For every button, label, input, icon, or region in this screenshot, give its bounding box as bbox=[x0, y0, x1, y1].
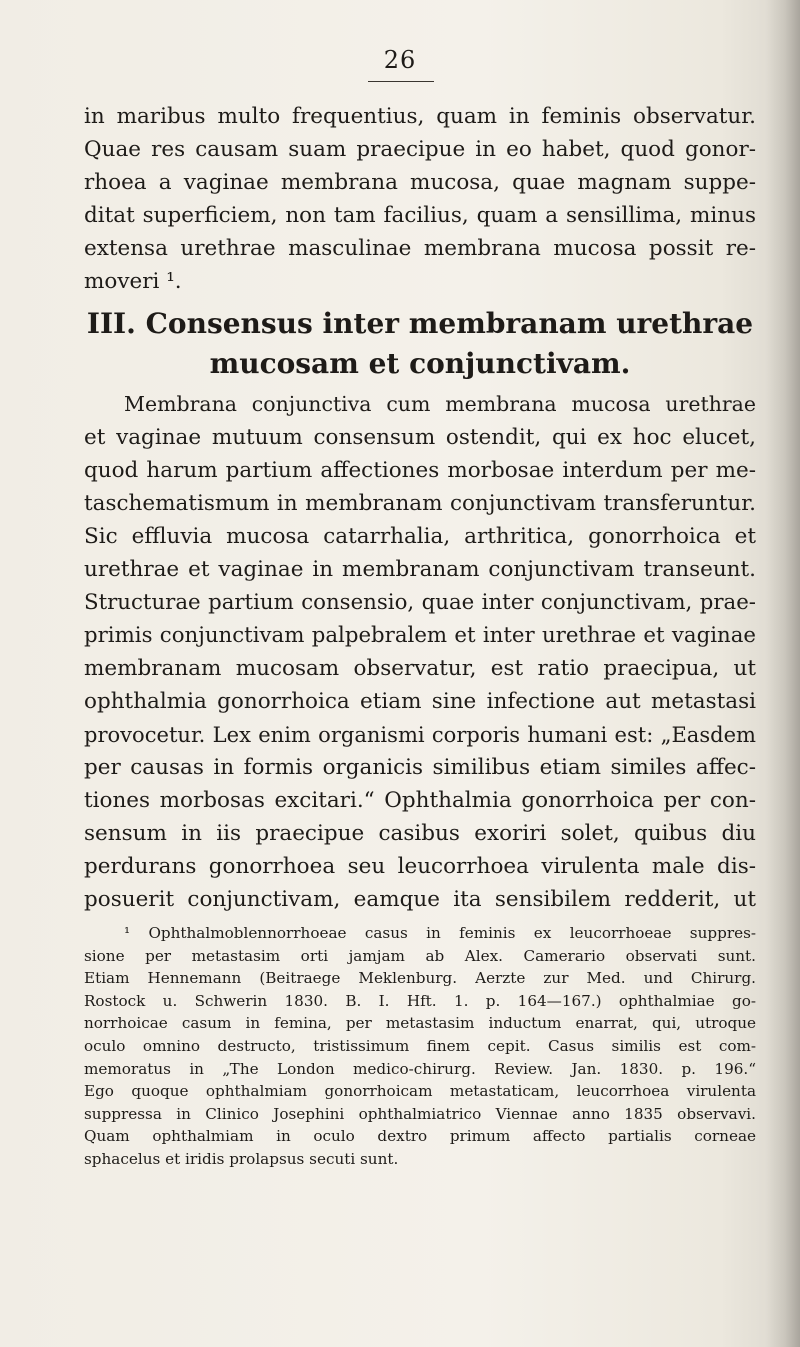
text-line: Membrana conjunctiva cum membrana mucosa urethrae bbox=[124, 392, 756, 416]
text-line: moveri ¹. bbox=[84, 269, 182, 294]
text-line: in maribus multo frequentius, quam in feminis observatur. bbox=[84, 104, 756, 129]
text-line: urethrae et vaginae in membranam conjunctivam transeunt. bbox=[84, 557, 756, 582]
text-line: provocetur. Lex enim organismi corporis humani est: „Easdem bbox=[84, 722, 756, 747]
footnote-line: memoratus in „The London medico-chirurg. Review. Jan. 1830. p. 196.“ bbox=[84, 1059, 756, 1078]
text-line: taschematismum in membranam conjunctivam transferuntur. bbox=[84, 491, 756, 516]
footnote-text bbox=[84, 922, 756, 1171]
footnote-line: ¹ Ophthalmoblennorrhoeae casus in feminis ex leucorrhoeae suppres- bbox=[124, 924, 756, 942]
text-line: Sic effluvia mucosa catarrhalia, arthritica, gonorrhoica et bbox=[84, 524, 756, 549]
text-line: ophthalmia gonorrhoica etiam sine infectione aut metastasi bbox=[84, 689, 756, 714]
footnote-line: Rostock u. Schwerin 1830. B. I. Hft. 1. p. 164—167.) ophthalmiae go- bbox=[84, 991, 756, 1010]
paragraph-2 bbox=[84, 388, 756, 916]
footnote-line: sione per metastasim orti jamjam ab Alex. Camerario observati sunt. bbox=[84, 946, 756, 965]
footnote-line: sphacelus et iridis prolapsus secuti sunt. bbox=[84, 1149, 399, 1168]
text-line: primis conjunctivam palpebralem et inter urethrae et vaginae bbox=[84, 623, 756, 648]
text-line: per causas in formis organicis similibus etiam similes affec- bbox=[84, 755, 756, 780]
text-line: posuerit conjunctivam, eamque ita sensibilem redderit, ut bbox=[84, 887, 756, 912]
text-line: rhoea a vaginae membrana mucosa, quae magnam suppe- bbox=[84, 170, 756, 195]
paragraph-1 bbox=[84, 100, 756, 298]
text-line: perdurans gonorrhoea seu leucorrhoea virulenta male dis- bbox=[84, 854, 756, 879]
section-heading: III. Consensus inter membranam urethrae bbox=[86, 307, 754, 340]
text-line: ditat superficiem, non tam facilius, quam a sensillima, minus bbox=[84, 203, 756, 228]
text-line: Quae res causam suam praecipue in eo habet, quod gonor- bbox=[84, 137, 756, 162]
footnote-line: Etiam Hennemann (Beitraege Meklenburg. Aerzte zur Med. und Chirurg. bbox=[84, 969, 756, 988]
text-line: tiones morbosas excitari.“ Ophthalmia gonorrhoica per con- bbox=[84, 788, 756, 813]
footnote-line: norrhoicae casum in femina, per metastasim inductum enarrat, qui, utroque bbox=[84, 1014, 756, 1033]
text-line: extensa urethrae masculinae membrana mucosa possit re- bbox=[84, 236, 756, 261]
footnote-line: suppressa in Clinico Josephini ophthalmiatrico Viennae anno 1835 observavi. bbox=[84, 1104, 756, 1123]
footnote-line: Quam ophthalmiam in oculo dextro primum affecto partialis corneae bbox=[84, 1127, 756, 1146]
footnote-line: Ego quoque ophthalmiam gonorrhoicam metastaticam, leucorrhoea virulenta bbox=[84, 1082, 756, 1101]
text-line: membranam mucosam observatur, est ratio praecipua, ut bbox=[84, 656, 756, 681]
page-edge-shadow bbox=[766, 0, 800, 1347]
page-number-rule bbox=[368, 81, 434, 82]
text-line: Structurae partium consensio, quae inter conjunctivam, prae- bbox=[84, 590, 756, 615]
text-line: sensum in iis praecipue casibus exoriri solet, quibus diu bbox=[84, 821, 756, 846]
footnote bbox=[84, 922, 756, 1171]
section-heading-continued: mucosam et conjunctivam. bbox=[209, 347, 631, 380]
page-number: 26 bbox=[383, 46, 417, 74]
footnote-line: oculo omnino destructo, tristissimum finem cepit. Casus similis est com- bbox=[84, 1036, 756, 1055]
text-line: et vaginae mutuum consensum ostendit, qui ex hoc elucet, bbox=[84, 425, 756, 450]
page-body bbox=[84, 100, 756, 1171]
text-line: quod harum partium affectiones morbosae interdum per me- bbox=[84, 458, 756, 483]
